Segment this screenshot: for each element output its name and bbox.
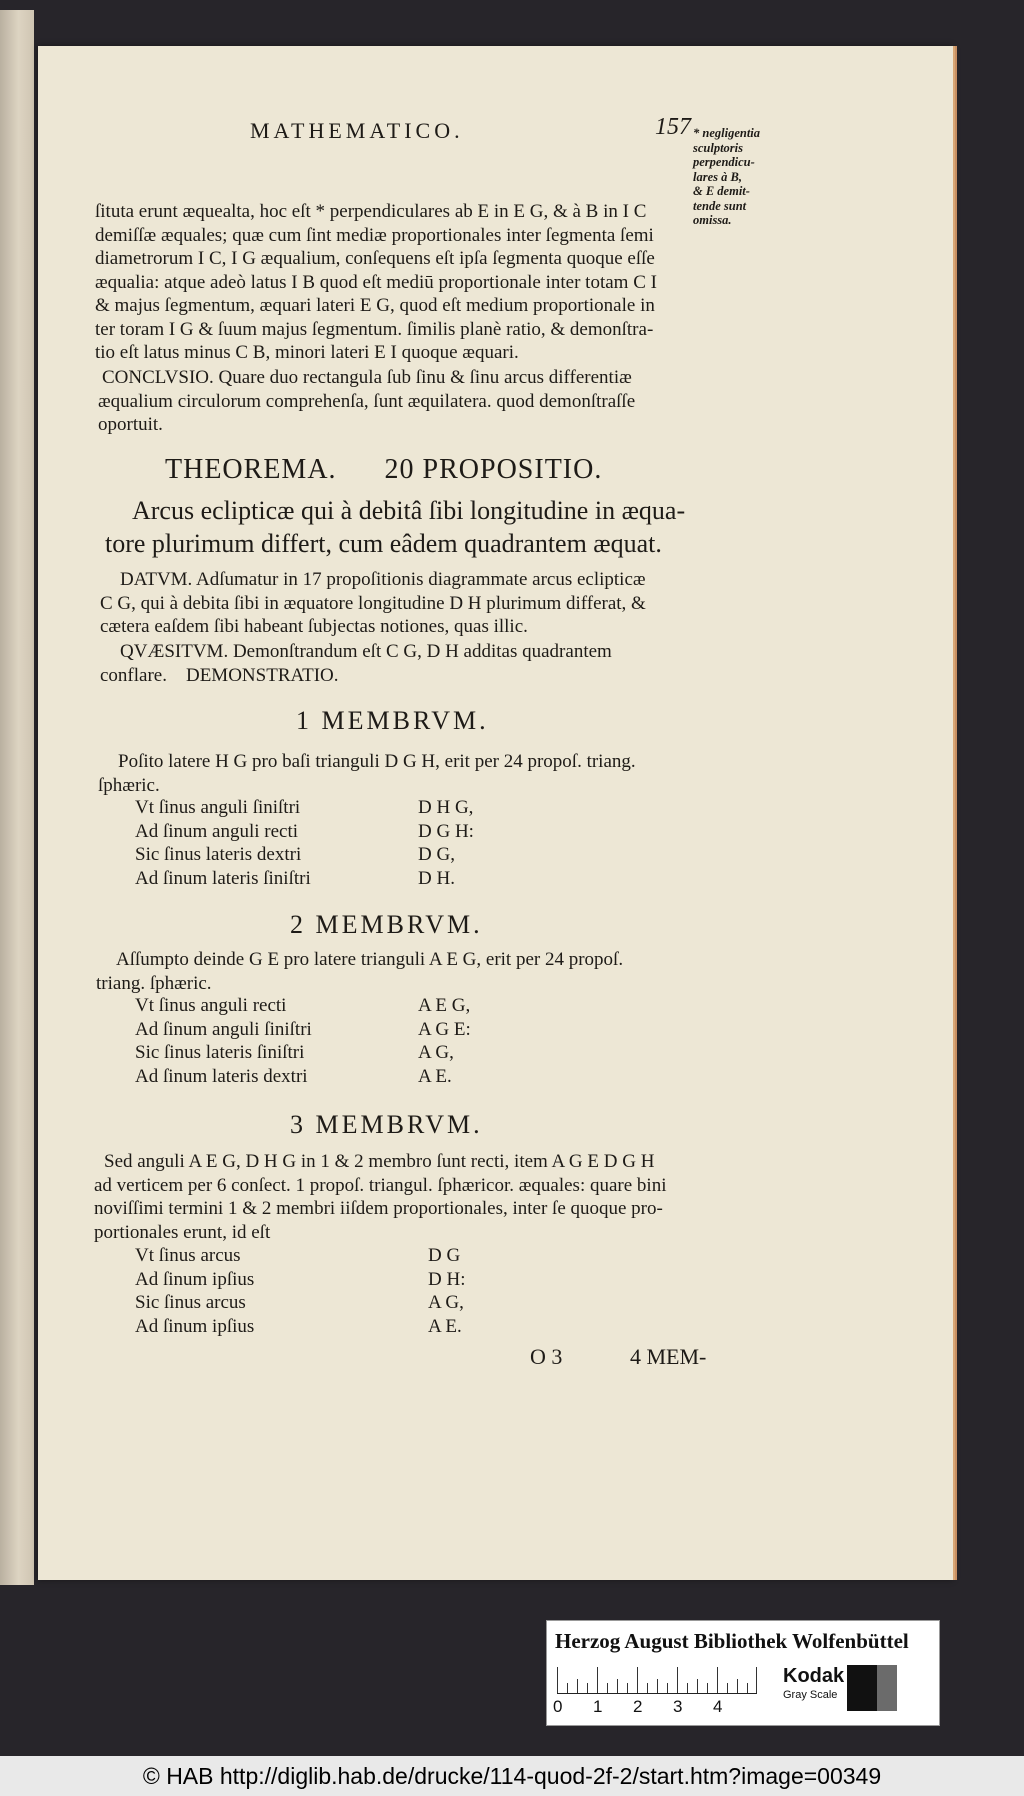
- gray-patch-mid: [877, 1665, 897, 1711]
- membrum-3-values: D G D H: A G, A E.: [428, 1245, 466, 1337]
- margin-note: * negligentia sculptoris perpendicu- lares à B, & E demit- tende sunt omissa.: [693, 126, 761, 227]
- copyright-footer: © HAB http://diglib.hab.de/drucke/114-quod-2f-2/start.htm?image=00349: [0, 1756, 1024, 1796]
- theorem-statement: Arcus eclipticæ qui à debitâ ſibi longitudine in æqua- tore plurimum differt, cum eâdem quadrantem æquat.: [105, 496, 686, 558]
- running-title: MATHEMATICO.: [250, 118, 464, 143]
- membrum-2-intro: Aſſumpto deinde G E pro latere trianguli A E G, erit per 24 propoſ. triang. ſphæric.: [96, 949, 624, 994]
- signature-mark: O 3: [530, 1344, 563, 1369]
- conclusio-paragraph: CONCLVSIO. Quare duo rectangula ſub ſinu & ſinu arcus differentiæ æqualium circulorum comprehenſa, ſunt æquilatera. quod demonſtraſſe oportuit.: [98, 367, 636, 435]
- membrum-3-title: 3 MEMBRVM.: [290, 1110, 483, 1139]
- datum-paragraph: DATVM. Adſumatur in 17 propoſitionis diagrammate arcus eclipticæ C G, qui à debita ſibi in æquatore longitudine D H plurimum differat, & cætera eaſdem ſibi habeant ſubjectas notiones, quas illic.: [100, 569, 646, 637]
- library-name: Herzog August Bibliothek Wolfenbüttel: [555, 1629, 909, 1653]
- membrum-2-labels: Vt ſinus anguli recti Ad ſinum anguli ſiniſtri Sic ſinus lateris ſiniſtri Ad ſinum lateris dextri: [135, 995, 312, 1087]
- library-card: Herzog August Bibliothek Wolfenbüttel 0 1 2 3 4 Kodak Gray Scale: [546, 1620, 940, 1726]
- membrum-3-labels: Vt ſinus arcus Ad ſinum ipſius Sic ſinus arcus Ad ſinum ipſius: [135, 1245, 255, 1337]
- catchword: 4 MEM-: [630, 1344, 707, 1369]
- quaesitum-paragraph: QVÆSITVM. Demonſtrandum eſt C G, D H additas quadrantem conflare. DEMONSTRATIO.: [100, 641, 612, 686]
- membrum-1-intro: Poſito latere H G pro baſi trianguli D G H, erit per 24 propoſ. triang. ſphæric.: [98, 751, 636, 796]
- membrum-2-values: A E G, A G E: A G, A E.: [418, 995, 471, 1087]
- kodak-logo: Kodak: [783, 1665, 845, 1687]
- membrum-3-intro: Sed anguli A E G, D H G in 1 & 2 membro ſunt recti, item A G E D G H ad verticem per 6 conſect. 1 propoſ. triangul. ſphæricor. æquales: quare bini noviſſimi termini 1 & 2 membri iiſdem proportionales, inter ſe quoque pro- portionales erunt, id eſt: [94, 1151, 667, 1243]
- theorem-heading: THEOREMA. 20 PROPOSITIO.: [165, 454, 603, 485]
- left-page-edge: [0, 10, 34, 1585]
- membrum-1-values: D H G, D G H: D G, D H.: [418, 797, 474, 889]
- gray-patch-black: [847, 1665, 877, 1711]
- gray-scale-label: Gray Scale: [783, 1689, 838, 1701]
- membrum-1-labels: Vt ſinus anguli ſiniſtri Ad ſinum anguli recti Sic ſinus lateris dextri Ad ſinum lateris ſiniſtri: [135, 797, 311, 889]
- page-number: 157: [655, 114, 691, 140]
- membrum-2-title: 2 MEMBRVM.: [290, 910, 483, 939]
- membrum-1-title: 1 MEMBRVM.: [296, 706, 489, 735]
- scale-ruler: [557, 1667, 757, 1694]
- top-paragraph: ſituta erunt æquealta, hoc eſt * perpendiculares ab E in E G, & à B in I C demiſſæ æquales; quæ cum ſint mediæ proportionales inter ſegmenta ſemi diametrorum I C, I G æqualium, conſequens eſt ipſa ſegmenta quoque eſſe æqualia: atque adeò latus I B quod eſt mediū proportionale inter totam C I & majus ſegmentum, æquari lateri E G, quod eſt medium proportionale in ter toram I G & ſuum majus ſegmentum. ſimilis planè ratio, & demonſtra- tio eſt latus minus C B, minori lateri E I quoque æquari.: [95, 201, 657, 363]
